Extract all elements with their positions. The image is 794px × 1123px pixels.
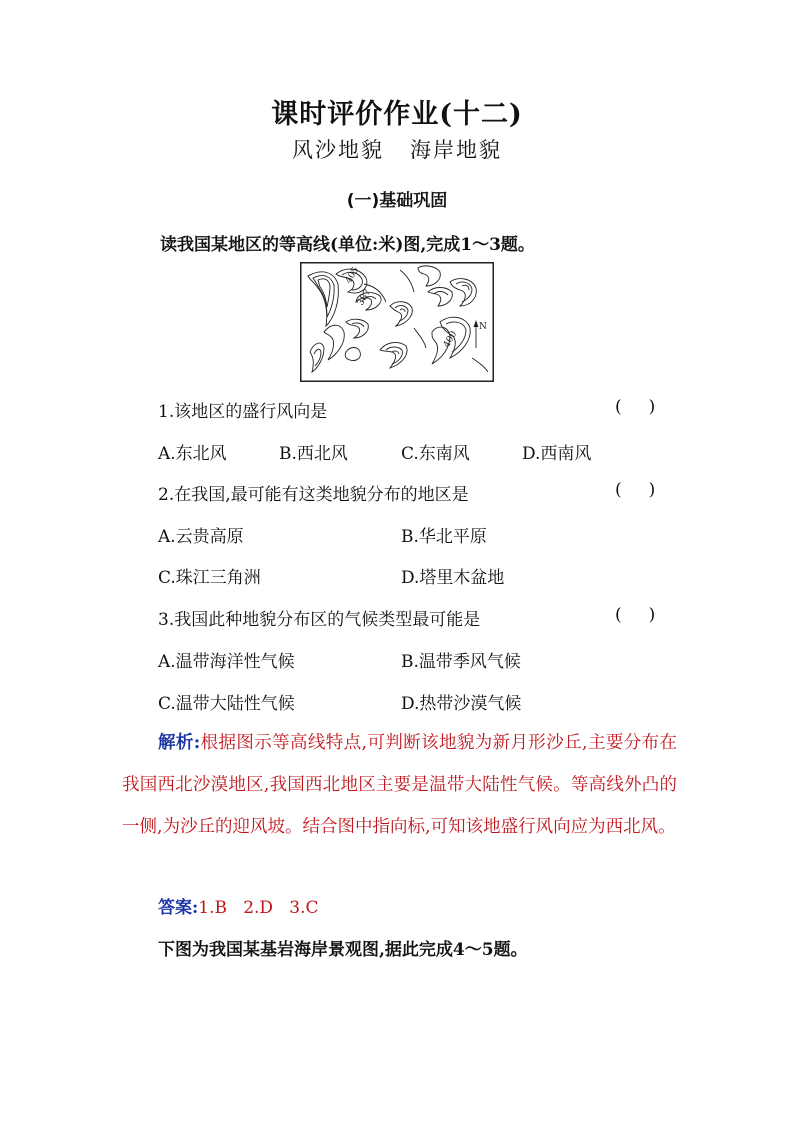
q1-option-b: B.西北风	[279, 444, 348, 464]
q3-option-a: A.温带海洋性气候	[158, 652, 295, 672]
answer-blank-2: ( )	[615, 480, 656, 500]
north-label: N	[479, 322, 487, 332]
question-1-stem: 1.该地区的盛行风向是	[158, 402, 328, 422]
q2-option-a: A.云贵高原	[158, 527, 244, 547]
answer-blank-1: ( )	[615, 397, 656, 417]
section-heading: (一)基础巩固	[346, 191, 448, 211]
intro-text-1: 读我国某地区的等高线(单位:米)图,完成1～3题。	[160, 235, 535, 255]
answer-value: 1.B 2.D 3.C	[198, 898, 319, 918]
q2-option-d: D.塔里木盆地	[401, 568, 505, 588]
contour-label: 405	[343, 265, 362, 286]
q1-option-d: D.西南风	[522, 444, 592, 464]
q1-option-a: A.东北风	[158, 444, 227, 464]
page-title: 课时评价作业(十二)	[271, 99, 523, 130]
q2-option-c: C.珠江三角洲	[158, 568, 261, 588]
q3-option-d: D.热带沙漠气候	[401, 694, 522, 714]
analysis-text: 根据图示等高线特点,可判断该地貌为新月形沙丘,主要分布在我国西北沙漠地区,我国西北地区主要是温带大陆性气候。等高线外凸的一侧,为沙丘的迎风坡。结合图中指向标,可知该地盛行风向应为西北风。	[122, 733, 678, 837]
page-subtitle: 风沙地貌 海岸地貌	[291, 138, 503, 162]
contour-label: 400	[441, 329, 460, 350]
q3-option-c: C.温带大陆性气候	[158, 694, 295, 714]
answer-label: 答案:	[158, 898, 199, 918]
contour-label: 387	[355, 287, 374, 308]
analysis-paragraph	[122, 722, 677, 848]
contour-map	[300, 262, 494, 382]
q2-option-b: B.华北平原	[401, 527, 487, 547]
intro-text-2: 下图为我国某基岩海岸景观图,据此完成4～5题。	[158, 940, 528, 960]
north-arrow-icon	[474, 320, 488, 348]
dunes	[308, 266, 488, 372]
q3-option-b: B.温带季风气候	[401, 652, 521, 672]
answer-blank-3: ( )	[615, 605, 656, 625]
question-3-stem: 3.我国此种地貌分布区的气候类型最可能是	[158, 610, 481, 630]
analysis-label: 解析:	[158, 733, 201, 753]
q1-option-c: C.东南风	[401, 444, 470, 464]
answer-line	[158, 893, 319, 918]
question-2-stem: 2.在我国,最可能有这类地貌分布的地区是	[158, 485, 469, 505]
